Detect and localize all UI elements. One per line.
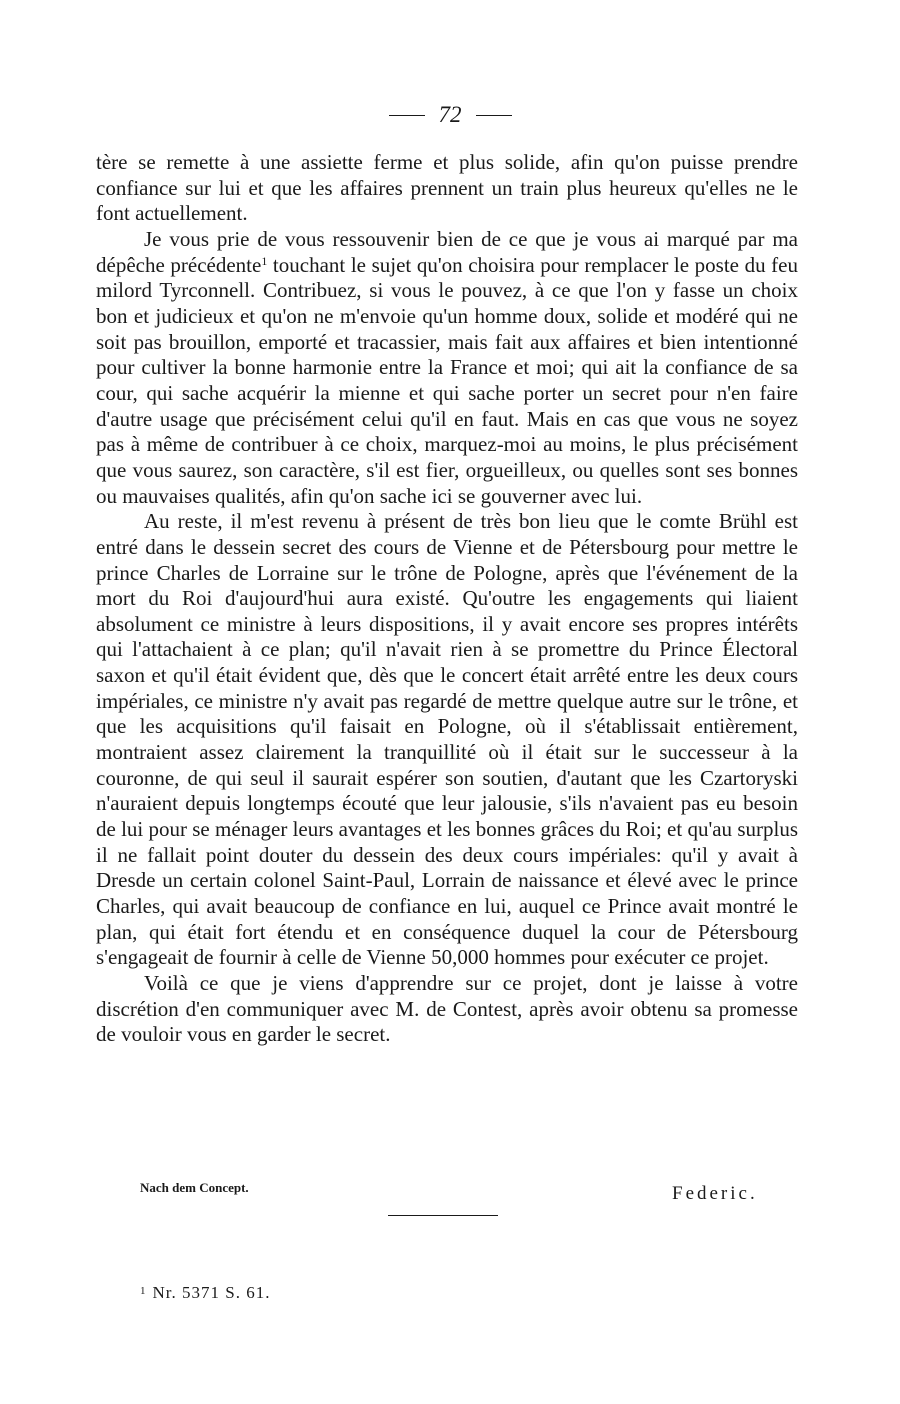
paragraph-envoy-request: [96, 227, 798, 509]
header-dash-left: [389, 115, 425, 116]
paragraph-closing: Voilà ce que je viens d'apprendre sur ce projet, dont je laisse à votre discrétion d'en communiquer avec M. de Contest, après avoir obtenu sa promesse de vouloir vous en garder le secret.: [96, 971, 798, 1047]
paragraph-text-part: touchant le sujet qu'on choisira pour remplacer le poste du feu milord Tyrconnell. Contribuez, si vous le pouvez, à ce que l'on y fasse un choix bon et judicieux et qu'on ne m'envoie qu'un homme doux, solide et modéré qui ne soit pas brouillon, emporté et tracassier, mais fait aux affaires et bien intentionné pour cultiver la bonne harmonie entre la France et moi; qui ait la confiance de sa cour, qui sache acquérir la mienne et qui sache porter un secret pour n'en faire d'autre usage que précisément celui qu'il en faut. Mais en cas que vous ne soyez pas à même de contribuer à ce choix, marquez-moi au moins, le plus précisément que vous saurez, son caractère, s'il est fier, orgueilleux, ou quelles sont ses bonnes ou mauvaises qualités, afin qu'on sache ici se gouverner avec lui.: [96, 252, 798, 508]
end-rule: [388, 1215, 498, 1216]
footnote-marker: 1: [140, 1285, 147, 1297]
letter-body: [96, 150, 798, 1048]
source-note: Nach dem Concept.: [140, 1180, 249, 1195]
paragraph-text-part: Je vous prie de vous ressouvenir bien de ce que je vous ai marqué par ma dépêche précédente: [96, 226, 798, 277]
paragraph-bruhl-report: Au reste, il m'est revenu à présent de très bon lieu que le comte Brühl est entré dans le dessein secret des cours de Vienne et de Pétersbourg pour mettre le prince Charles de Lorraine sur le trône de Pologne, après que l'événement de la mort du Roi d'aujourd'hui aura existé. Qu'outre les engagements qui liaient absolument ce ministre à leurs dispositions, il y avait encore ses propres intérêts qui l'attachaient à ce plan; qu'il n'avait rien à se promettre du Prince Électoral saxon et qu'il était évident que, dès que le concert était arrêté entre les deux cours impériales, ce ministre n'y avait pas regardé de mettre quelque autre sur le trône, et que les acquisitions qu'il faisait en Pologne, où il s'établissait entièrement, montraient assez clairement la tranquillité où il était sur le successeur à la couronne, de qui seul il saurait espérer son soutien, d'autant que les Czartoryski n'auraient depuis longtemps écouté que leur jalousie, s'ils n'avaient pas eu besoin de lui pour se ménager leurs avantages et les bonnes grâces du Roi; et qu'au surplus il ne fallait point douter du dessein des deux cours impériales: qu'il y avait à Dresde un certain colonel Saint-Paul, Lorrain de naissance et élevé avec le prince Charles, qui avait beaucoup de confiance en lui, auquel ce Prince avait montré le plan, qui était fort étendu et en conséquence duquel la cour de Pétersbourg s'engageait de fournir à celle de Vienne 50,000 hommes pour exécuter ce projet.: [96, 509, 798, 970]
footnote-text: Nr. 5371 S. 61.: [152, 1283, 271, 1302]
page-header: [0, 100, 900, 130]
signature: Federic.: [672, 1183, 758, 1204]
header-dash-right: [476, 115, 512, 116]
page-number: 72: [438, 102, 462, 127]
footnote-reference: 1: [261, 253, 268, 268]
paragraph-continuation: tère se remette à une assiette ferme et plus solide, afin qu'on puisse prendre confiance sur lui et que les affaires prennent un train plus heureux qu'elles ne le font actuellement.: [96, 150, 798, 226]
footnote: [140, 1280, 270, 1304]
